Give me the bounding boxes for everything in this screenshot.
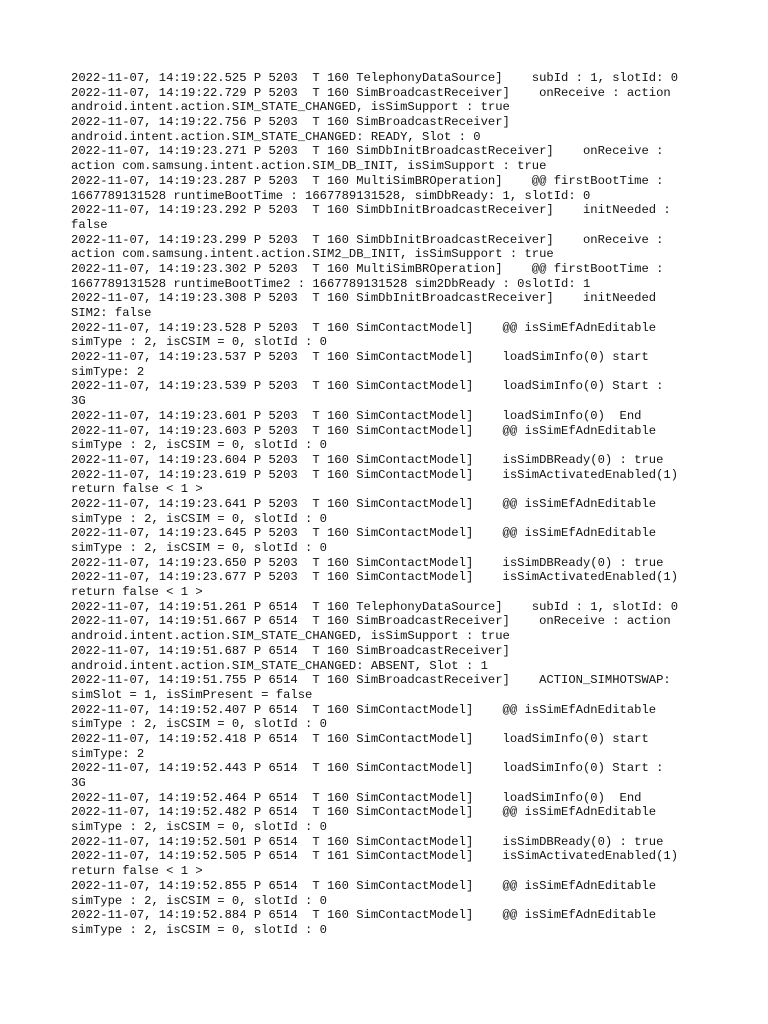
- log-line: action com.samsung.intent.action.SIM2_DB_INIT, isSimSupport : true: [71, 247, 554, 262]
- log-line: 2022-11-07, 14:19:22.756 P 5203 T 160 SimBroadcastReceiver]: [71, 115, 510, 130]
- log-line: 2022-11-07, 14:19:23.601 P 5203 T 160 SimContactModel] loadSimInfo(0) End: [71, 408, 642, 423]
- log-line: 2022-11-07, 14:19:23.677 P 5203 T 160 SimContactModel] isSimActivatedEnabled(1): [71, 570, 679, 585]
- log-line: android.intent.action.SIM_STATE_CHANGED, isSimSupport : true: [71, 100, 510, 115]
- log-line: 2022-11-07, 14:19:23.645 P 5203 T 160 SimContactModel] @@ isSimEfAdnEditable: [71, 526, 657, 541]
- log-line: 2022-11-07, 14:19:52.884 P 6514 T 160 SimContactModel] @@ isSimEfAdnEditable: [71, 908, 657, 923]
- log-line: false: [71, 217, 108, 232]
- log-line: 2022-11-07, 14:19:52.855 P 6514 T 160 SimContactModel] @@ isSimEfAdnEditable: [71, 878, 657, 893]
- log-line: simType : 2, isCSIM = 0, slotId : 0: [71, 511, 327, 526]
- log-line: 2022-11-07, 14:19:22.525 P 5203 T 160 TelephonyDataSource] subId : 1, slotId: 0: [71, 71, 679, 85]
- log-line: simType : 2, isCSIM = 0, slotId : 0: [71, 541, 327, 555]
- log-line: 3G: [71, 776, 86, 790]
- log-line: 2022-11-07, 14:19:23.603 P 5203 T 160 SimContactModel] @@ isSimEfAdnEditable: [71, 423, 657, 438]
- log-line: simType: 2: [71, 364, 145, 379]
- log-line: simSlot = 1, isSimPresent = false: [71, 687, 313, 702]
- log-line: 2022-11-07, 14:19:23.528 P 5203 T 160 SimContactModel] @@ isSimEfAdnEditable: [71, 320, 657, 335]
- log-line: simType : 2, isCSIM = 0, slotId : 0: [71, 893, 327, 908]
- log-line: 2022-11-07, 14:19:23.650 P 5203 T 160 SimContactModel] isSimDBReady(0) : true: [71, 555, 664, 570]
- log-line: 2022-11-07, 14:19:23.292 P 5203 T 160 SimDbInitBroadcastReceiver] initNeeded :: [71, 203, 671, 218]
- log-line: 2022-11-07, 14:19:51.755 P 6514 T 160 SimBroadcastReceiver] ACTION_SIMHOTSWAP:: [71, 673, 671, 688]
- log-line: 2022-11-07, 14:19:23.641 P 5203 T 160 SimContactModel] @@ isSimEfAdnEditable: [71, 496, 657, 511]
- log-line: 2022-11-07, 14:19:23.302 P 5203 T 160 MultiSimBROperation] @@ firstBootTime :: [71, 261, 664, 276]
- log-line: return false < 1 >: [71, 864, 203, 879]
- log-line: return false < 1 >: [71, 482, 203, 497]
- log-line: 2022-11-07, 14:19:51.261 P 6514 T 160 TelephonyDataSource] subId : 1, slotId: 0: [71, 599, 679, 614]
- log-line: 2022-11-07, 14:19:52.482 P 6514 T 160 SimContactModel] @@ isSimEfAdnEditable: [71, 805, 657, 820]
- log-line: 3G: [71, 394, 86, 409]
- log-line: action com.samsung.intent.action.SIM_DB_INIT, isSimSupport : true: [71, 159, 547, 174]
- log-line: 2022-11-07, 14:19:22.729 P 5203 T 160 SimBroadcastReceiver] onReceive : action: [71, 85, 671, 100]
- log-line: 2022-11-07, 14:19:23.287 P 5203 T 160 MultiSimBROperation] @@ firstBootTime :: [71, 173, 664, 188]
- log-line: 2022-11-07, 14:19:23.537 P 5203 T 160 SimContactModel] loadSimInfo(0) start: [71, 350, 649, 365]
- log-line: 2022-11-07, 14:19:52.464 P 6514 T 160 SimContactModel] loadSimInfo(0) End: [71, 790, 642, 805]
- log-line: simType : 2, isCSIM = 0, slotId : 0: [71, 922, 327, 937]
- log-line: 2022-11-07, 14:19:23.619 P 5203 T 160 SimContactModel] isSimActivatedEnabled(1): [71, 467, 679, 482]
- log-line: 2022-11-07, 14:19:23.604 P 5203 T 160 SimContactModel] isSimDBReady(0) : true: [71, 452, 664, 467]
- log-line: 2022-11-07, 14:19:52.418 P 6514 T 160 SimContactModel] loadSimInfo(0) start: [71, 731, 649, 746]
- log-line: simType : 2, isCSIM = 0, slotId : 0: [71, 820, 327, 835]
- log-line: android.intent.action.SIM_STATE_CHANGED: ABSENT, Slot : 1: [71, 658, 488, 673]
- log-line: 2022-11-07, 14:19:23.539 P 5203 T 160 SimContactModel] loadSimInfo(0) Start :: [71, 379, 664, 394]
- log-line: 1667789131528 runtimeBootTime2 : 1667789131528 sim2DbReady : 0slotId: 1: [71, 276, 591, 291]
- log-text-block: [71, 71, 711, 938]
- log-line: android.intent.action.SIM_STATE_CHANGED: READY, Slot : 0: [71, 129, 481, 144]
- log-line: 2022-11-07, 14:19:23.271 P 5203 T 160 SimDbInitBroadcastReceiver] onReceive :: [71, 144, 664, 159]
- log-line: SIM2: false: [71, 306, 152, 320]
- log-line: 2022-11-07, 14:19:23.308 P 5203 T 160 SimDbInitBroadcastReceiver] initNeeded: [71, 291, 657, 306]
- log-line: 2022-11-07, 14:19:52.407 P 6514 T 160 SimContactModel] @@ isSimEfAdnEditable: [71, 702, 657, 717]
- log-line: 1667789131528 runtimeBootTime : 1667789131528, simDbReady: 1, slotId: 0: [71, 188, 591, 203]
- log-line: android.intent.action.SIM_STATE_CHANGED, isSimSupport : true: [71, 629, 510, 644]
- log-line: 2022-11-07, 14:19:51.667 P 6514 T 160 SimBroadcastReceiver] onReceive : action: [71, 614, 671, 629]
- log-line: 2022-11-07, 14:19:52.505 P 6514 T 161 SimContactModel] isSimActivatedEnabled(1): [71, 849, 679, 864]
- log-line: 2022-11-07, 14:19:52.501 P 6514 T 160 SimContactModel] isSimDBReady(0) : true: [71, 834, 664, 849]
- log-line: 2022-11-07, 14:19:52.443 P 6514 T 160 SimContactModel] loadSimInfo(0) Start :: [71, 761, 664, 776]
- log-line: simType : 2, isCSIM = 0, slotId : 0: [71, 717, 327, 732]
- log-line: 2022-11-07, 14:19:23.299 P 5203 T 160 SimDbInitBroadcastReceiver] onReceive :: [71, 232, 664, 247]
- log-line: simType: 2: [71, 746, 145, 761]
- log-line: simType : 2, isCSIM = 0, slotId : 0: [71, 335, 327, 350]
- log-line: return false < 1 >: [71, 585, 203, 600]
- log-line: 2022-11-07, 14:19:51.687 P 6514 T 160 SimBroadcastReceiver]: [71, 643, 510, 658]
- log-line: simType : 2, isCSIM = 0, slotId : 0: [71, 438, 327, 453]
